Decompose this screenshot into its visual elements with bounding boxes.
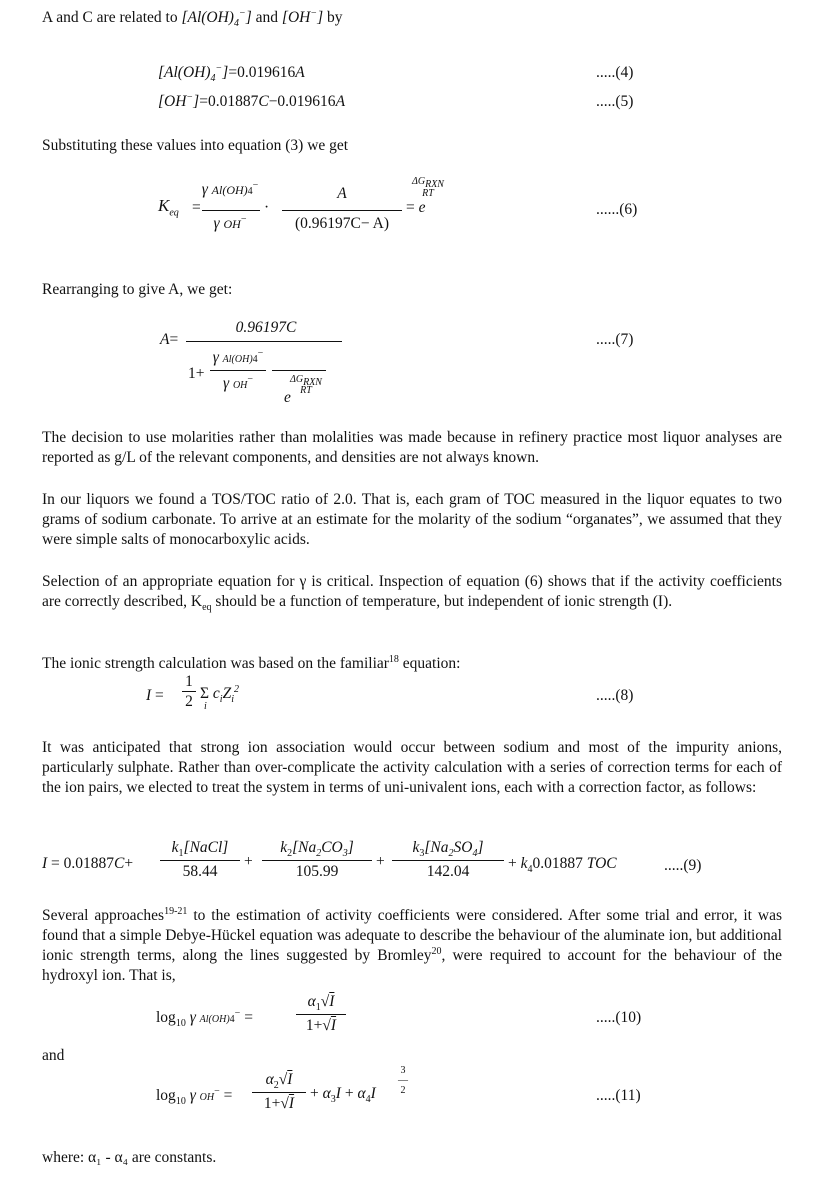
equation-9-lead: I = 0.01887C+	[42, 855, 134, 872]
equation-4-number: .....(4)	[596, 64, 634, 81]
equation-7-numerator: 0.96197C	[235, 319, 297, 336]
where-text: where: α₁ - α₄ are constants.	[42, 1149, 217, 1166]
equation-6-keq: $K_{eq}$	[158, 196, 179, 219]
paragraph-ionic-strength: The ionic strength calculation was based on the familiar$^{18}$ equation:	[42, 653, 461, 672]
equation-11: $\log_{10} \gamma$ OH− =	[156, 1085, 233, 1108]
equation-8: I =	[146, 687, 164, 704]
equation-6-denominator: (0.96197C− A)	[295, 215, 389, 232]
equation-10: $\log_{10} \gamma$ Al(OH)4− =	[156, 1007, 253, 1030]
paragraph-molarities: The decision to use molarities rather than molalities was made because in refinery practice most liquor analyses are reported as g/L of the relevant components, and densities are not always known.	[42, 429, 782, 466]
equation-5-number: .....(5)	[596, 93, 634, 110]
substituting-text: Substituting these values into equation (3) we get	[42, 137, 349, 154]
equation-4: $[Al(OH)_4^-]=0.019616A$	[158, 62, 305, 85]
equation-6-numerator: A	[337, 185, 347, 202]
equation-7-lhs: A=	[160, 331, 179, 348]
and-text: and	[42, 1047, 65, 1064]
intro-line: A and C are related to $[Al(OH)_4^-]$ and [OH−] by	[42, 7, 343, 30]
paragraph-gamma: Selection of an appropriate equation for γ is critical. Inspection of equation (6) shows that if the activity coefficients are correctly described, $K_{eq}$ should be a function of temperature, but independent of ionic strength (I).	[42, 573, 782, 614]
paragraph-association: It was anticipated that strong ion association would occur between sodium and most of the impurity anions, particularly sulphate. Rather than over-complicate the activity calculation with a series of correction terms for each of the ion pairs, we elected to treat the system in terms of uni-univalent ions, each with a correction factor, as follows:	[42, 739, 782, 796]
equation-5: [OH−]=0.01887C−0.019616A	[158, 91, 346, 110]
equation-6-number: ......(6)	[596, 201, 638, 218]
paragraph-tos-toc: In our liquors we found a TOS/TOC ratio of 2.0. That is, each gram of TOC measured in the liquor equates to two grams of sodium carbonate. To arrive at an estimate for the molarity of the sodium “organates”, we assumed that they were simple salts of monocarboxylic acids.	[42, 491, 782, 548]
rearranging-text: Rearranging to give A, we get:	[42, 281, 233, 298]
equation-10-number: .....(10)	[596, 1009, 642, 1026]
equation-8-number: .....(8)	[596, 687, 634, 704]
equation-7-number: .....(7)	[596, 331, 634, 348]
equation-9-number: .....(9)	[664, 857, 702, 874]
paragraph-approaches: Several approaches$^{19-21}$ to the estimation of activity coefficients were considered. After some trial and error, it was found that a simple Debye-Hückel equation was adequate to describe the behaviour of the aluminate ion, but additional ionic strength terms, along the lines suggested by Bromley$^{20}$, were required to account for the behaviour of the hydroxyl ion. That is,	[42, 905, 783, 984]
equation-11-number: .....(11)	[596, 1087, 641, 1104]
